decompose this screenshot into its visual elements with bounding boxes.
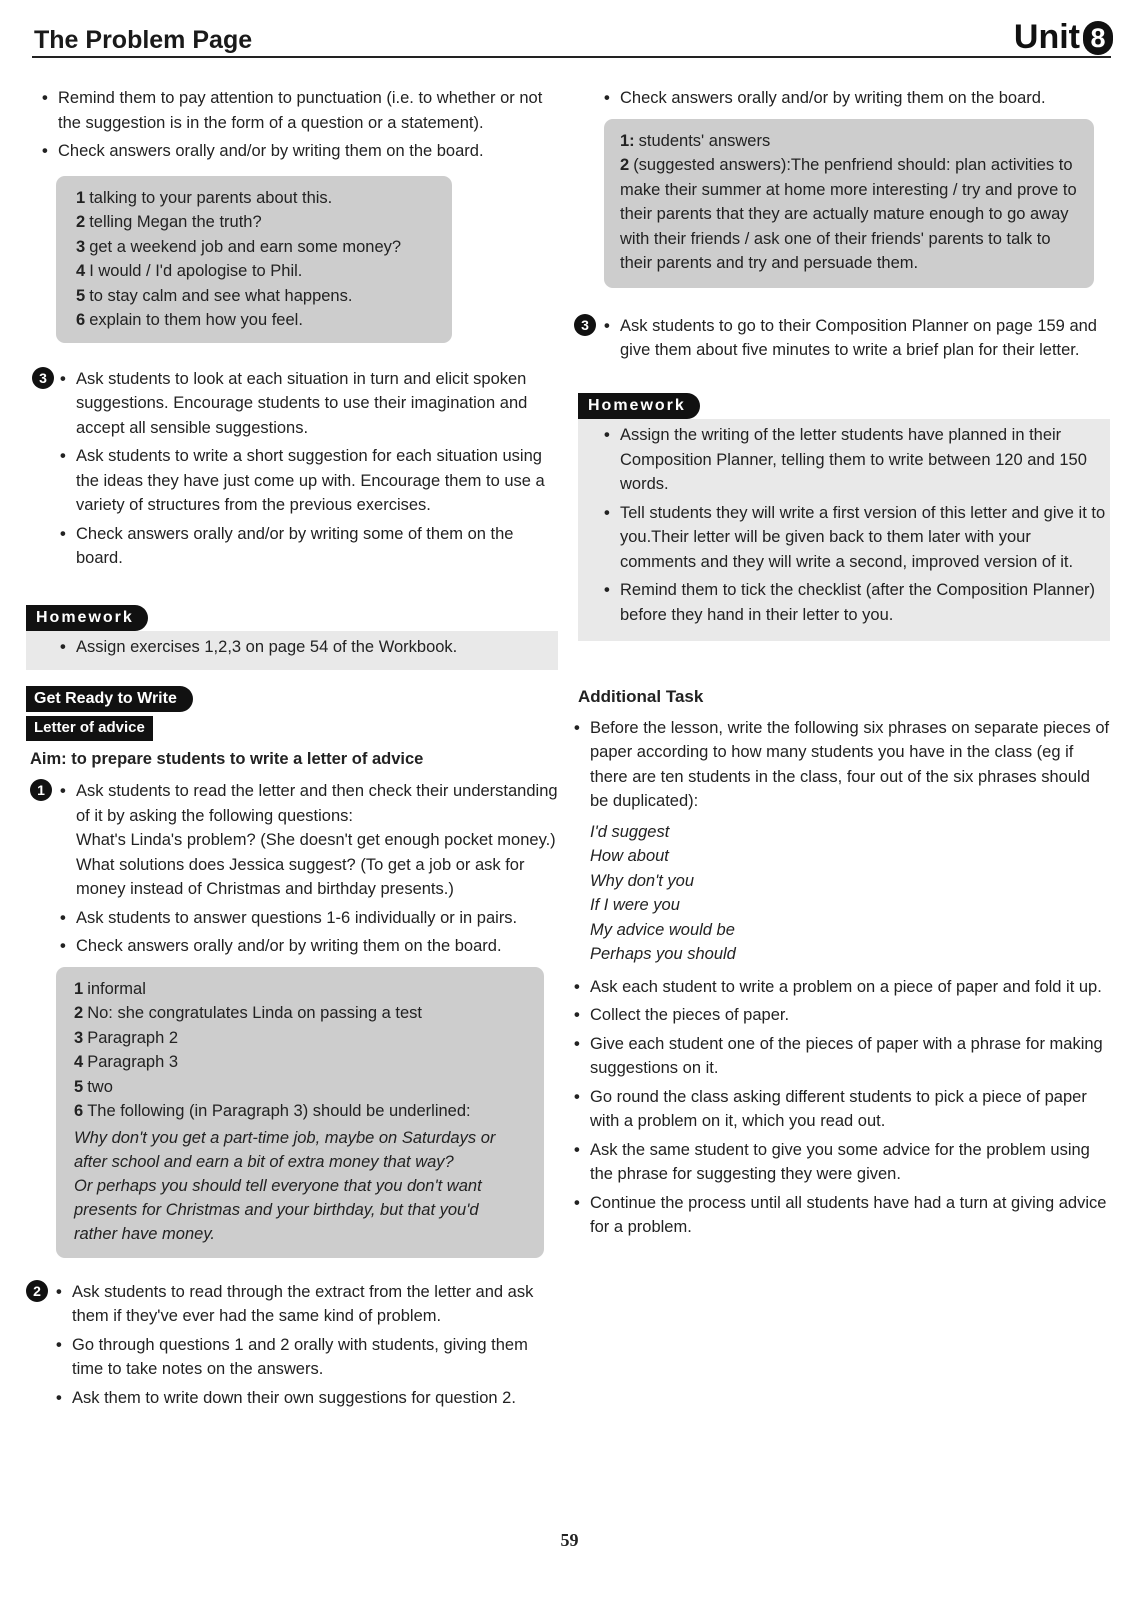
answer-line: 6 explain to them how you feel. <box>76 311 303 329</box>
phrase: If I were you <box>590 896 680 914</box>
bullet-item: • Assign the writing of the letter students have planned in their Composition Planner, telling them to write between 120 and 150 words. <box>620 423 1110 497</box>
homework-label: Homework <box>578 393 700 420</box>
bullet-item: • Ask each student to write a problem on a piece of paper and fold it up. <box>590 975 1110 1000</box>
phrase: Perhaps you should <box>590 945 736 963</box>
bullet-item: • Collect the pieces of paper. <box>590 1003 1110 1028</box>
get-ready-section <box>26 686 558 772</box>
answer-box-3 <box>604 119 1094 288</box>
bullet-item: • Check answers orally and/or by writing them on the board. <box>620 86 1110 111</box>
answer-line: 3 get a weekend job and earn some money? <box>76 237 402 256</box>
italic-answer: Or perhaps you should tell everyone that you don't want presents for Christmas and your birthday, but that you'd rather have money. <box>74 1176 482 1243</box>
section-number-badge: 2 <box>26 1280 48 1302</box>
question-2: What solutions does Jessica suggest? (To get a job or ask for money instead of Christmas and birthday presents.) <box>76 855 525 898</box>
intro-bullets <box>26 86 558 164</box>
section-2 <box>26 1280 558 1411</box>
section-number-badge: 3 <box>574 314 596 336</box>
answer-line: 1: students' answers <box>620 131 771 150</box>
phrase: How about <box>590 847 669 865</box>
right-column <box>578 86 1110 1244</box>
question-1: What's Linda's problem? (She doesn't get enough pocket money.) <box>76 831 556 849</box>
italic-answer: Why don't you get a part-time job, maybe on Saturdays or after school and earn a bit of extra money that way? <box>74 1128 496 1171</box>
answer-line: 5 two <box>74 1077 113 1096</box>
homework-label: Homework <box>26 605 148 632</box>
bullet-item: • Go round the class asking different students to pick a piece of paper with a problem on it, which you read out. <box>590 1085 1110 1134</box>
bullet-item: • Ask the same student to give you some advice for the problem using the phrase for suggesting they were given. <box>590 1138 1110 1187</box>
bullet-item: • Check answers orally and/or by writing them on the board. <box>58 139 558 164</box>
left-column <box>26 86 558 1414</box>
answer-line: 2 (suggested answers):The penfriend should: plan activities to make their summer at home more interesting / try and prove to their parents that they are actually mature enough to go away with their friends / ask one of their friends' parents to talk to their parents and try and persuade them. <box>620 156 1077 272</box>
answer-line: 2 No: she congratulates Linda on passing a test <box>74 1004 422 1022</box>
bullet-item: • Check answers orally and/or by writing some of them on the board. <box>76 522 558 571</box>
answer-line: 3 Paragraph 2 <box>74 1028 179 1047</box>
bullet-item: • Tell students they will write a first version of this letter and give it to you.Their letter will be given back to them later with your comments and they will write a second, improved version of it. <box>620 501 1110 575</box>
section-number-badge: 3 <box>32 367 54 389</box>
answer-line: 2 telling Megan the truth? <box>76 213 262 231</box>
section-3-right <box>578 314 1110 363</box>
bullet-item: • Check answers orally and/or by writing them on the board. <box>76 934 558 959</box>
phrase: Why don't you <box>590 871 695 890</box>
homework-section-right <box>578 393 1110 642</box>
bullet-item: • Continue the process until all students have had a turn at giving advice for a problem. <box>590 1191 1110 1240</box>
bullet-item: • Ask students to read the letter and then check their understanding of it by asking the following questions: What's Linda's problem? (She doesn't get enough pocket money.) What solutions does Jessica suggest? (To get a job or ask for money instead of Christmas and birthday presents.) <box>76 779 558 902</box>
letter-of-advice-label: Letter of advice <box>26 716 153 741</box>
section-1 <box>26 779 558 959</box>
phrase-list <box>590 820 1110 967</box>
bullet-item: • Ask students to look at each situation in turn and elicit spoken suggestions. Encourage students to use their imagination and accept all sensible suggestions. <box>76 367 558 441</box>
answer-line: 1 talking to your parents about this. <box>76 188 333 207</box>
answer-line: 1 informal <box>74 979 146 998</box>
bullet-item: • Ask students to go to their Composition Planner on page 159 and give them about five minutes to write a brief plan for their letter. <box>620 314 1110 363</box>
answer-box-2 <box>56 967 544 1258</box>
bullet-item: • Remind them to tick the checklist (after the Composition Planner) before they hand in their letter to you. <box>620 578 1110 627</box>
unit-number-badge: 8 <box>1083 21 1113 55</box>
aim-text: Aim: to prepare students to write a letter of advice <box>30 749 424 768</box>
answer-line: 6 The following (in Paragraph 3) should be underlined: <box>74 1102 471 1120</box>
bullet-item: • Ask them to write down their own suggestions for question 2. <box>72 1386 558 1411</box>
phrase: I'd suggest <box>590 822 670 841</box>
bullet-item: • Ask students to answer questions 1-6 individually or in pairs. <box>76 906 558 931</box>
answer-box-1 <box>56 176 452 343</box>
phrase: My advice would be <box>590 920 735 939</box>
get-ready-label: Get Ready to Write <box>26 686 193 713</box>
bullet-item: • Assign exercises 1,2,3 on page 54 of the Workbook. <box>76 635 558 660</box>
additional-task <box>578 685 1110 1240</box>
section-number-badge: 1 <box>30 779 52 801</box>
additional-task-title: Additional Task <box>578 687 704 706</box>
homework-section <box>26 605 558 670</box>
page-title: The Problem Page <box>34 26 253 54</box>
bullet-item: • Go through questions 1 and 2 orally with students, giving them time to take notes on the answers. <box>72 1333 558 1382</box>
bullet-item: • Give each student one of the pieces of paper with a phrase for making suggestions on it. <box>590 1032 1110 1081</box>
bullet-item: • Remind them to pay attention to punctuation (i.e. to whether or not the suggestion is in the form of a question or a statement). <box>58 86 558 135</box>
bullet-item: • Ask students to write a short suggestion for each situation using the ideas they have just come up with. Encourage them to use a variety of structures from the previous exercises. <box>76 444 558 518</box>
answer-line: 4 Paragraph 3 <box>74 1053 179 1071</box>
section-3 <box>26 367 558 571</box>
header-rule <box>32 56 1111 58</box>
unit-label <box>1014 18 1113 57</box>
answer-line: 4 I would / I'd apologise to Phil. <box>76 262 303 280</box>
page-number: 59 <box>560 1530 579 1550</box>
unit-text: Unit <box>1013 18 1080 56</box>
answer-line: 5 to stay calm and see what happens. <box>76 286 353 305</box>
bullet-item: • Ask students to read through the extract from the letter and ask them if they've ever had the same kind of problem. <box>72 1280 558 1329</box>
bullet-item: • Before the lesson, write the following six phrases on separate pieces of paper according to how many students you have in the class (eg if there are ten students in the class, four out of the six phrases should be duplicated): <box>590 716 1110 814</box>
